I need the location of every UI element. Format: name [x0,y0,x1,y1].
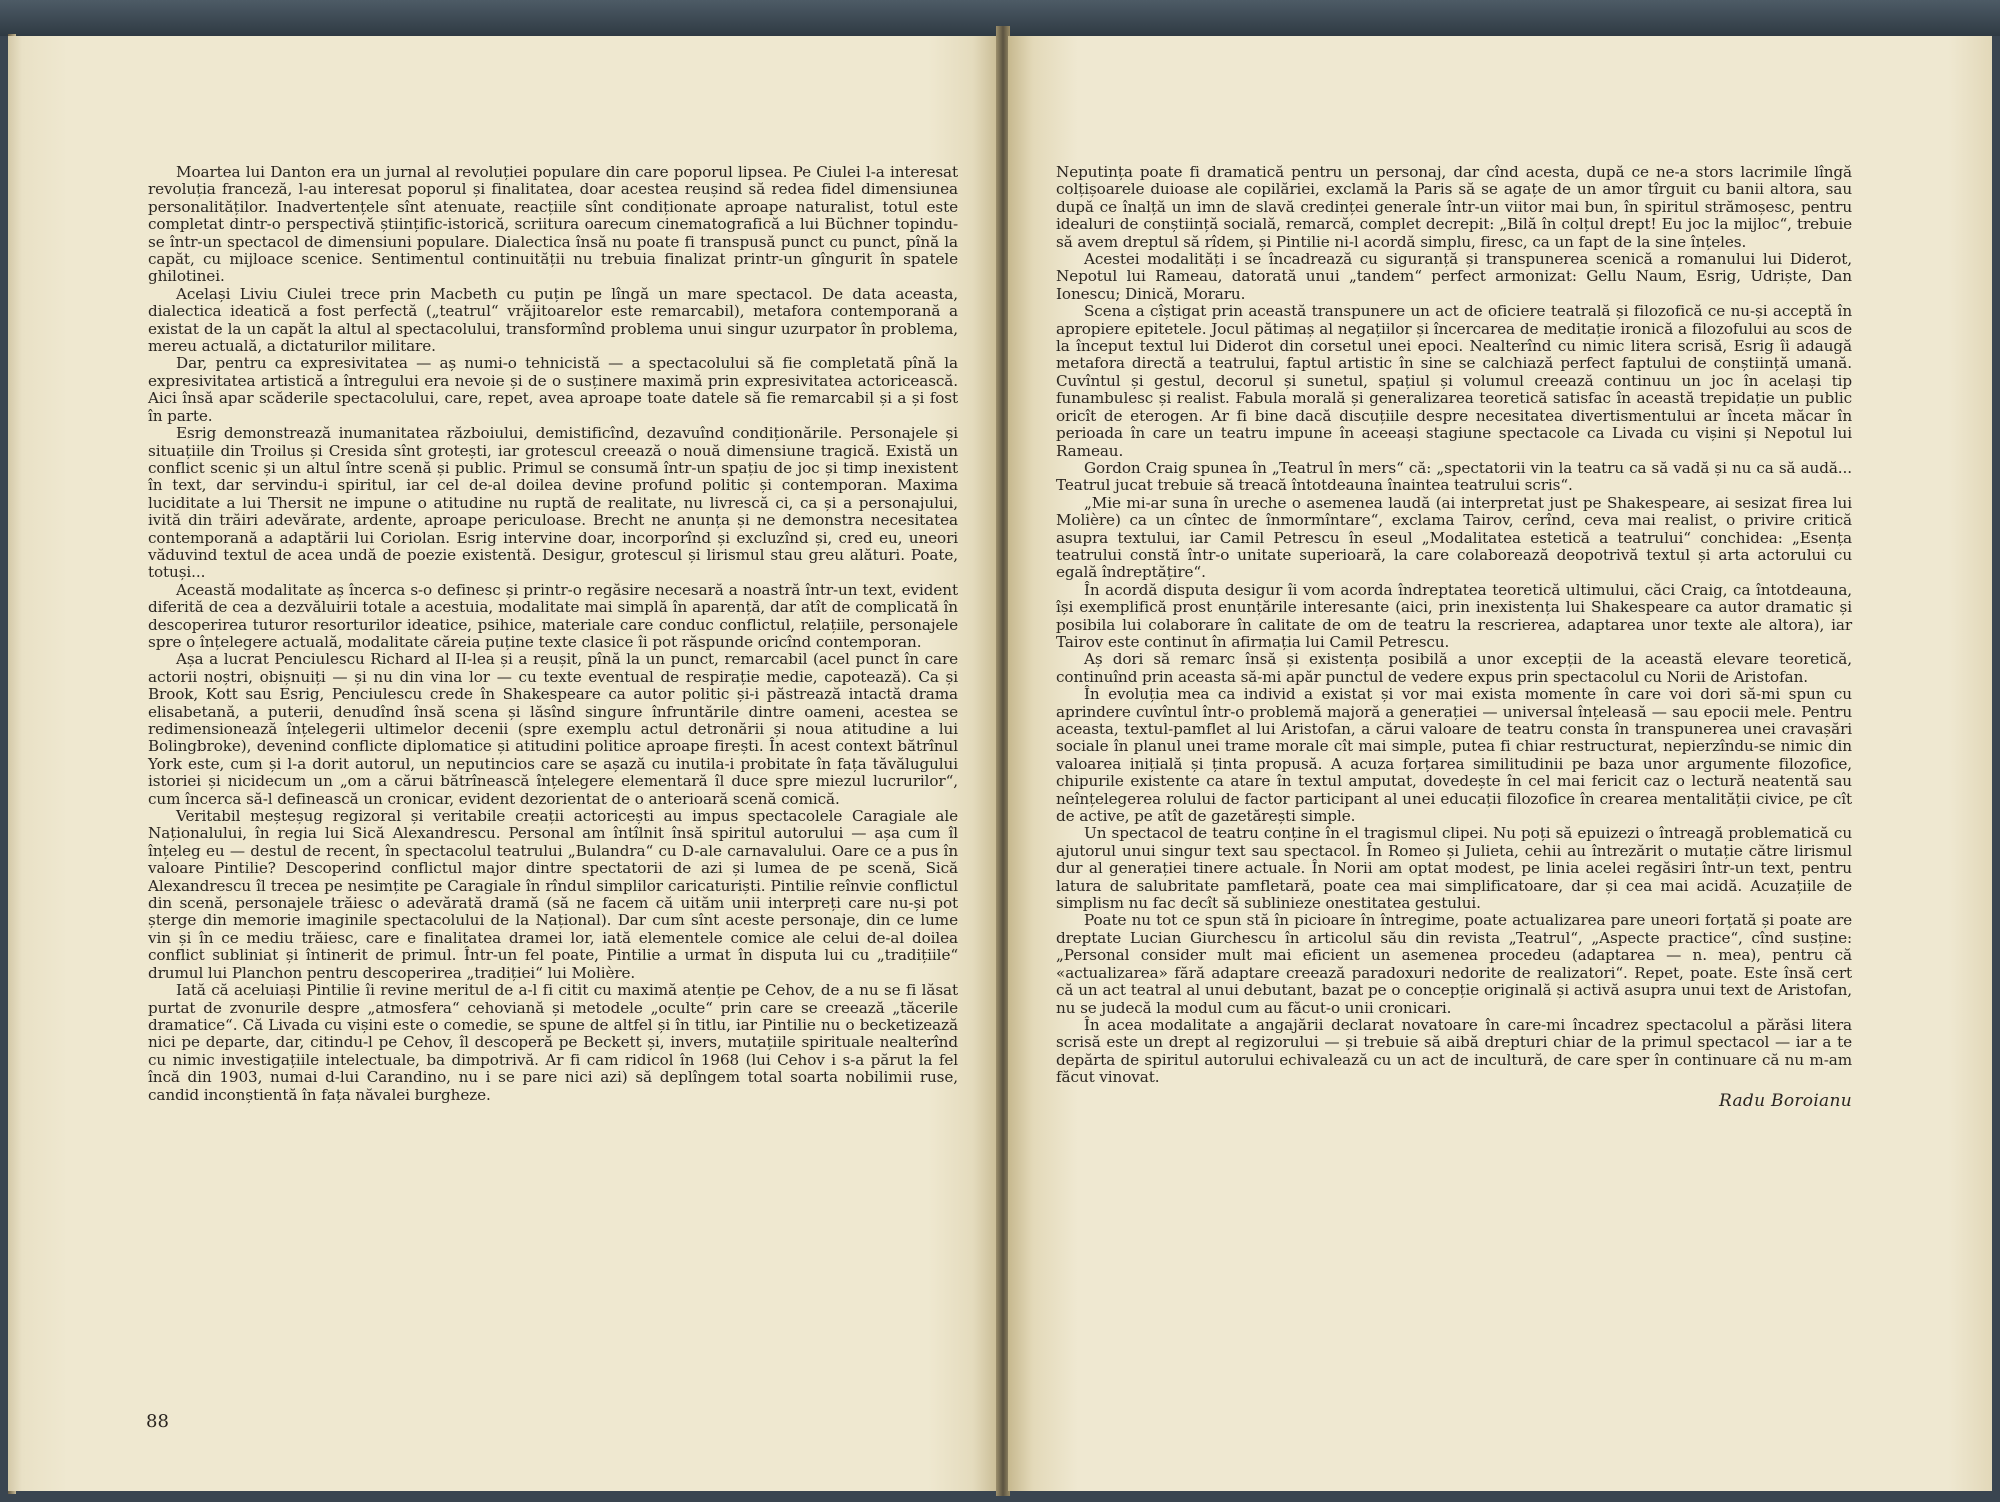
paragraph: Scena a cîștigat prin această transpunere un act de oficiere teatrală și filozofică ce nu-și acceptă în apropiere epitetele. Jocul pătimaș al negațiilor și încercarea de meditație ironică a filozofului au scos de la început textul lui Diderot din corsetul unei epoci. Nealterînd cu nimic litera scrisă, Esrig îi adaugă metafora directă a teatrului, faptul artistic în sine se calchiază perfect faptului de conștiință umană. Cuvîntul și gestul, decorul și sunetul, spațiul și volumul creează continuu un joc în același tip funambulesc și realist. Fabula morală și generalizarea teoretică satisfac în această trepidație un public oricît de eterogen. Ar fi bine dacă discuțiile despre necesitatea divertismentului ar înceta măcar în perioada în care un teatru impune în aceeași stagiune spectacole ca Livada cu vișini și Nepotul lui Rameau. [1056,302,1852,460]
paragraph: Poate nu tot ce spun stă în picioare în întregime, poate actualizarea pare uneori forțată și poate are dreptate Lucian Giurchescu în articolul său din revista „Teatrul“, „Aspecte practice“, cînd susține: „Personal consider mult mai eficient un asemenea procedeu (adaptarea — n. mea), pentru că «actualizarea» fără adaptare creează paradoxuri nedorite de realizatori“. Repet, poate. Este însă cert că un act teatral al unui debutant, bazat pe o concepție originală și activă asupra unui text de Aristofan, nu se judecă la modul cum au făcut-o unii cronicari. [1056,911,1852,1017]
paragraph: Esrig demonstrează inumanitatea războiului, demistificînd, dezavuînd condiționările. Personajele și situațiile din Troilus și Cresida sînt grotești, iar grotescul creează o nouă dimensiune tragică. Există un conflict scenic și un altul între scenă și public. Primul se consumă într-un spațiu de joc și timp inexistent în text, dar servindu-i spiritul, iar cel de-al doilea devine profund politic și contemporan. Maxima luciditate a lui Thersit ne impune o atitudine nu ruptă de realitate, nu livrescă ci, ca și a personajului, ivită din trăiri adevărate, ardente, aproape periculoase. Brecht ne anunța și ne demonstra necesitatea contemporană a adaptării lui Coriolan. Esrig intervine doar, incorporînd și excluzînd și, cred eu, uneori văduvind textul de acea undă de poezie existentă. Desigur, grotescul și lirismul stau greu alături. Poate, totuși... [148,424,958,582]
paragraph: Un spectacol de teatru conține în el tragismul clipei. Nu poți să epuizezi o întreagă problematică cu ajutorul unui singur text sau spectacol. În Romeo și Julieta, cehii au întrezărit o mutație către lirismul dur al generației tinere actuale. În Norii am optat modest, pe linia acelei regăsiri într-un text, pentru latura de salubritate pamfletară, poate cea mai simplificatoare, dar și cea mai acidă. Acuzațiile de simplism nu fac decît să sublinieze onestitatea gestului. [1056,824,1852,913]
paragraph: Așa a lucrat Penciulescu Richard al II-lea și a reușit, pînă la un punct, remarcabil (acel punct în care actorii noștri, obișnuiți — și nu din vina lor — cu texte eventual de respirație medie, capotează). Ca și Brook, Kott sau Esrig, Penciulescu crede în Shakespeare ca autor politic și-i păstrează intactă drama elisabetană, a puterii, denudînd însă scena și lăsînd singure înfruntările dintre oameni, acestea se redimensionează înțelegerii ultimelor decenii (spre exemplu actul detronării și noua atitudine a lui Bolingbroke), devenind conflicte diplomatice și atitudini politice aproape firești. În acest context bătrînul York este, cum și l-a dorit autorul, un neputincios care se așază cu inutila-i probitate în fața tăvălugului istoriei și nicidecum un „om a cărui bătrînească înțelegere elementară îl duce spre miezul lucrurilor“, cum încerca să-l definească un cronicar, evident dezorientat de o anterioară scenă comică. [148,650,958,808]
page-number: 88 [146,1411,169,1432]
paragraph: Dar, pentru ca expresivitatea — aș numi-o tehnicistă — a spectacolului să fie completată pînă la expresivitatea artistică a întregului era nevoie și de o susținere maximă prin expresivitatea actoricească. Aici însă apar scăderile spectacolului, care, repet, avea aproape toate datele să fie remarcabil și a și fost în parte. [148,354,958,425]
paragraph: „Mie mi-ar suna în ureche o asemenea laudă (ai interpretat just pe Shakespeare, ai sesizat firea lui Molière) ca un cîntec de înmormîntare“, exclama Tairov, cerînd, ceva mai realist, o privire critică asupra textului, iar Camil Petrescu în eseul „Modalitatea estetică a teatrului“ conchidea: „Esența teatrului constă într-o unitate superioară, la care colaborează deopotrivă textul și arta actorului cu egală îndreptățire“. [1056,493,1852,582]
paragraph: În acea modalitate a angajării declarat novatoare în care-mi încadrez spectacolul a părăsi litera scrisă este un drept al regizorului — și trebuie să aibă drepturi chiar de la primul spectacol — iar a te depărta de spiritul autorului echivalează cu un act de incultură, de care sper în continuare că nu m-am făcut vinovat. [1056,1015,1852,1087]
paragraph: Veritabil meșteșug regizoral și veritabile creații actoricești au impus spectacolele Caragiale ale Naționalului, în regia lui Sică Alexandrescu. Personal am întîlnit însă spiritul autorului — așa cum îl înțeleg eu — destul de recent, în spectacolul teatrului „Bulandra“ cu D-ale carnavalului. Oare ce a pus în valoare Pintilie? Descoperind conflictul major dintre spectatorii de azi și lumea de pe scenă, Sică Alexandrescu îl trecea pe nesimțite pe Caragiale în rîndul simplilor caricaturiști. Pintilie reînvie conflictul din scenă, personajele trăiesc o adevărată dramă (să ne facem că uităm unii interpreți care nu-și pot șterge din memorie imaginile spectacolului de la Național). Dar cum sînt aceste personaje, din ce lume vin și în ce mediu trăiesc, care e finalitatea dramei lor, iată elementele comice ale celui de-al doilea conflict subliniat și întinerit de primul. Într-un fel poate, Pintilie a urmat în disputa lui cu „tradițiile“ drumul lui Planchon pentru descoperirea „tradiției“ lui Molière. [148,807,958,982]
paragraph: Iată că aceluiași Pintilie îi revine meritul de a-l fi citit cu maximă atenție pe Cehov, de a nu se fi lăsat purtat de zvonurile despre „atmosfera“ cehoviană și metodele „oculte“ prin care se creează „tăcerile dramatice“. Că Livada cu vișini este o comedie, se spune de altfel și în titlu, iar Pintilie nu o becketizează nici pe departe, dar, citindu-l pe Cehov, îl descoperă pe Beckett și, invers, mutațiile spirituale nealterînd cu nimic investigațiile intelectuale, ba dimpotrivă. Ar fi cam ridicol în 1968 (lui Cehov i s-a părut la fel încă din 1903, numai d-lui Carandino, nu i se pare nici azi) să deplîngem total soarta nobilimii ruse, candid inconștientă în fața năvalei burgheze. [148,981,958,1104]
left-page [8,36,998,1491]
left-column [148,164,958,1104]
paragraph: Neputința poate fi dramatică pentru un personaj, dar cînd acesta, după ce ne-a stors lacrimile lîngă colțișoarele duioase ale copilăriei, exclamă la Paris să se agațe de un amor tîrguit cu banii altora, sau după ce înalță un imn de slavă credinței generale într-un viitor mai bun, în spiritul strămoșesc, pentru idealuri de conștiință socială, remarcă, complet decrepit: „Bilă în colțul drept! Eu joc la mijloc“, trebuie să avem dreptul să rîdem, și Pintilie ni-l acordă simplu, firesc, ca un fapt de la sine înțeles. [1056,163,1852,251]
paragraph: Gordon Craig spunea în „Teatrul în mers“ că: „spectatorii vin la teatru ca să vadă și nu ca să audă... Teatrul jucat trebuie să treacă întotdeauna înaintea teatrului scris“. [1056,458,1852,495]
book-spread [8,26,1992,1496]
right-page [1008,36,1992,1491]
paragraph: Această modalitate aș încerca s-o definesc și printr-o regăsire necesară a noastră într-un text, evident diferită de cea a dezvăluirii totale a acestuia, modalitate mai simplă în aparență, dar atît de complicată în descoperirea tuturor resorturilor ideatice, psihice, materiale care conduc conflictul, relațiile, personajele spre o înțelegere actuală, modalitate căreia puține texte clasice îi pot răspunde oricînd contemporan. [148,580,958,651]
paragraph: Moartea lui Danton era un jurnal al revoluției populare din care poporul lipsea. Pe Ciulei l-a interesat revoluția franceză, l-au interesat poporul și finalitatea, doar acestea reușind să redea fidel dimensiunea personalităților. Inadvertențele sînt atenuate, reacțiile sînt condiționate aproape naturalist, totul este completat dintr-o perspectivă științific-istorică, scriitura oarecum cinematografică a lui Büchner topindu-se într-un spectacol de dimensiuni populare. Dialectica însă nu poate fi transpusă punct cu punct, pînă la capăt, cu mijloace scenice. Sentimentul continuității nu trebuia finalizat printr-un gîngurit în spatele ghilotinei. [148,163,958,286]
paragraph: Același Liviu Ciulei trece prin Macbeth cu puțin pe lîngă un mare spectacol. De data aceasta, dialectica ideatică a fost perfectă („teatrul“ vrăjitoarelor este remarcabil), metafora contemporană a existat de la un capăt la altul al spectacolului, transformînd problema unui singur uzurpator în problema, mereu actuală, a dictaturilor militare. [148,284,958,356]
paragraph: În acordă disputa desigur îi vom acorda îndreptatea teoretică ultimului, căci Craig, ca întotdeauna, își exemplifică prost enunțările interesante (aici, prin inexistența lui Shakespeare ca autor dramatic și posibila lui colaborare în calitate de om de teatru la rescrierea, adaptarea unor texte ale altora), iar Tairov este continut în afirmația lui Camil Petrescu. [1056,580,1852,651]
right-column [1056,164,1852,1111]
paragraph: Aș dori să remarc însă și existența posibilă a unor excepții de la această elevare teoretică, continuînd prin aceasta să-mi apăr punctul de vedere expus prin spectacolul cu Norii de Aristofan. [1056,650,1852,686]
paragraph: În evoluția mea ca individ a existat și vor mai exista momente în care voi dori să-mi spun cu aprindere cuvîntul într-o problemă majoră a generației — universal înțeleasă — sau epocii mele. Pentru aceasta, textul-pamflet al lui Aristofan, a cărui valoare de teatru consta în transpunerea unei cravașări sociale în planul unei trame morale cît mai simple, putea fi chiar restructurat, nepierzîndu-se nimic din valoarea inițială și ținta propusă. A acuza forțarea similitudinii pe baza unor argumente filozofice, chipurile existente ca atare în textul amputat, dovedește în cel mai fericit caz o lectură neatentă sau neînțelegerea rolului de factor participant al unei educații filozofice în crearea mentalității civice, pe cît de active, pe atît de gazetărești simple. [1056,685,1852,826]
author-signature: Radu Boroianu [1718,1090,1852,1111]
paragraph: Acestei modalități i se încadrează cu siguranță și transpunerea scenică a romanului lui Diderot, Nepotul lui Rameau, datorată unui „tandem“ perfect armonizat: Gellu Naum, Esrig, Udriște, Dan Ionescu; Dinică, Moraru. [1056,250,1852,303]
